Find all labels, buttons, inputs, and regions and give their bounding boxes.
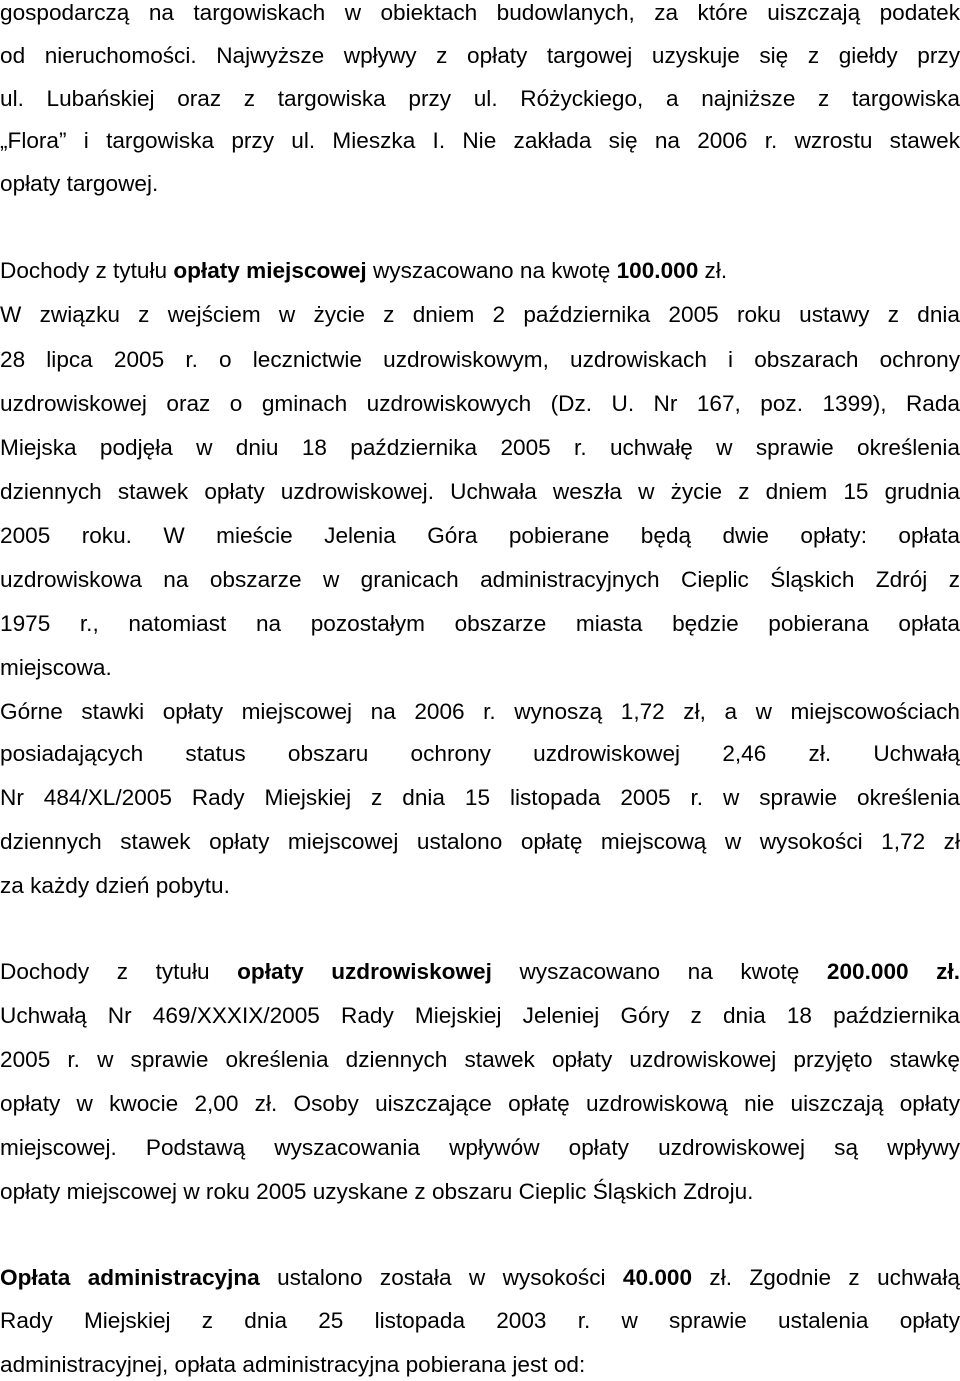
text-line [0, 1001, 960, 1031]
text-span: Dochody z tytułu [0, 959, 238, 984]
bold-text: Opłata administracyjna [0, 1265, 260, 1290]
bold-text: 200.000 zł. [826, 959, 960, 984]
text-line [0, 1350, 960, 1380]
text-span: od nieruchomości. Najwyższe wpływy z opłaty targowej uzyskuje się z giełdy przy [0, 43, 960, 68]
text-span: wyszacowano na kwotę [366, 258, 617, 283]
text-line [0, 609, 960, 639]
text-span: wyszacowano na kwotę [491, 959, 827, 984]
text-span: Rady Miejskiej z dnia 25 listopada 2003 r. w sprawie ustalenia opłaty [0, 1308, 960, 1333]
text-line [0, 256, 960, 286]
text-line [0, 1089, 960, 1119]
text-line [0, 565, 960, 595]
text-line [0, 521, 960, 551]
text-span: zł. Zgodnie z uchwałą [692, 1265, 960, 1290]
text-line [0, 41, 960, 71]
text-span: opłaty targowej. [0, 171, 159, 196]
text-line [0, 389, 960, 419]
text-span: administracyjnej, opłata administracyjna pobierana jest od: [0, 1352, 586, 1377]
text-span: posiadających status obszaru ochrony uzdrowiskowej 2,46 zł. Uchwałą [0, 741, 960, 766]
text-span: Górne stawki opłaty miejscowej na 2006 r. wynoszą 1,72 zł, a w miejscowościach [0, 699, 960, 724]
text-span: Nr 484/XL/2005 Rady Miejskiej z dnia 15 listopada 2005 r. w sprawie określenia [0, 785, 960, 810]
text-line [0, 739, 960, 769]
text-span: miejscowej. Podstawą wyszacowania wpływów opłaty uzdrowiskowej są wpływy [0, 1135, 960, 1160]
text-span: gospodarczą na targowiskach w obiektach budowlanych, za które uiszczają podatek [0, 0, 960, 25]
text-line [0, 477, 960, 507]
text-line [0, 1177, 960, 1207]
text-span: W związku z wejściem w życie z dniem 2 października 2005 roku ustawy z dnia [0, 302, 960, 327]
text-line [0, 0, 960, 28]
text-line [0, 1133, 960, 1163]
text-span: miejscowa. [0, 655, 112, 680]
text-line [0, 169, 960, 199]
text-span: ustalono została w wysokości [259, 1265, 623, 1290]
text-line [0, 783, 960, 813]
text-span: uzdrowiskowa na obszarze w granicach administracyjnych Cieplic Śląskich Zdrój z [0, 567, 960, 592]
text-span: dziennych stawek opłaty uzdrowiskowej. Uchwała weszła w życie z dniem 15 grudnia [0, 479, 960, 504]
text-span: opłaty miejscowej w roku 2005 uzyskane z obszaru Cieplic Śląskich Zdroju. [0, 1179, 754, 1204]
text-line [0, 126, 960, 156]
text-span: 1975 r., natomiast na pozostałym obszarze miasta będzie pobierana opłata [0, 611, 960, 636]
text-line [0, 84, 960, 114]
text-line [0, 653, 960, 683]
text-span: ul. Lubańskiej oraz z targowiska przy ul. Różyckiego, a najniższe z targowiska [0, 86, 960, 111]
text-line [0, 957, 960, 987]
text-span: 2005 r. w sprawie określenia dziennych stawek opłaty uzdrowiskowej przyjęto stawkę [0, 1047, 960, 1072]
text-line [0, 1263, 960, 1293]
text-line [0, 345, 960, 375]
text-line [0, 1045, 960, 1075]
text-span: uzdrowiskowej oraz o gminach uzdrowiskowych (Dz. U. Nr 167, poz. 1399), Rada [0, 391, 960, 416]
text-span: 28 lipca 2005 r. o lecznictwie uzdrowiskowym, uzdrowiskach i obszarach ochrony [0, 347, 960, 372]
text-span: Dochody z tytułu [0, 258, 174, 283]
bold-text: opłaty miejscowej [173, 258, 367, 283]
text-span: za każdy dzień pobytu. [0, 873, 230, 898]
text-line [0, 300, 960, 330]
text-span: opłaty w kwocie 2,00 zł. Osoby uiszczające opłatę uzdrowiskową nie uiszczają opłaty [0, 1091, 960, 1116]
text-span: „Flora” i targowiska przy ul. Mieszka I. Nie zakłada się na 2006 r. wzrostu stawek [0, 128, 960, 153]
text-span: Uchwałą Nr 469/XXXIX/2005 Rady Miejskiej Jeleniej Góry z dnia 18 października [0, 1003, 960, 1028]
bold-text: 100.000 [616, 258, 699, 283]
text-line [0, 433, 960, 463]
text-span: Miejska podjęła w dniu 18 października 2005 r. uchwałę w sprawie określenia [0, 435, 960, 460]
bold-text: opłaty uzdrowiskowej [237, 959, 492, 984]
text-span: zł. [698, 258, 728, 283]
text-line [0, 1306, 960, 1336]
text-span: 2005 roku. W mieście Jelenia Góra pobierane będą dwie opłaty: opłata [0, 523, 960, 548]
text-span: dziennych stawek opłaty miejscowej ustalono opłatę miejscową w wysokości 1,72 zł [0, 829, 960, 854]
text-line [0, 697, 960, 727]
bold-text: 40.000 [622, 1265, 693, 1290]
text-line [0, 871, 960, 901]
text-line [0, 827, 960, 857]
